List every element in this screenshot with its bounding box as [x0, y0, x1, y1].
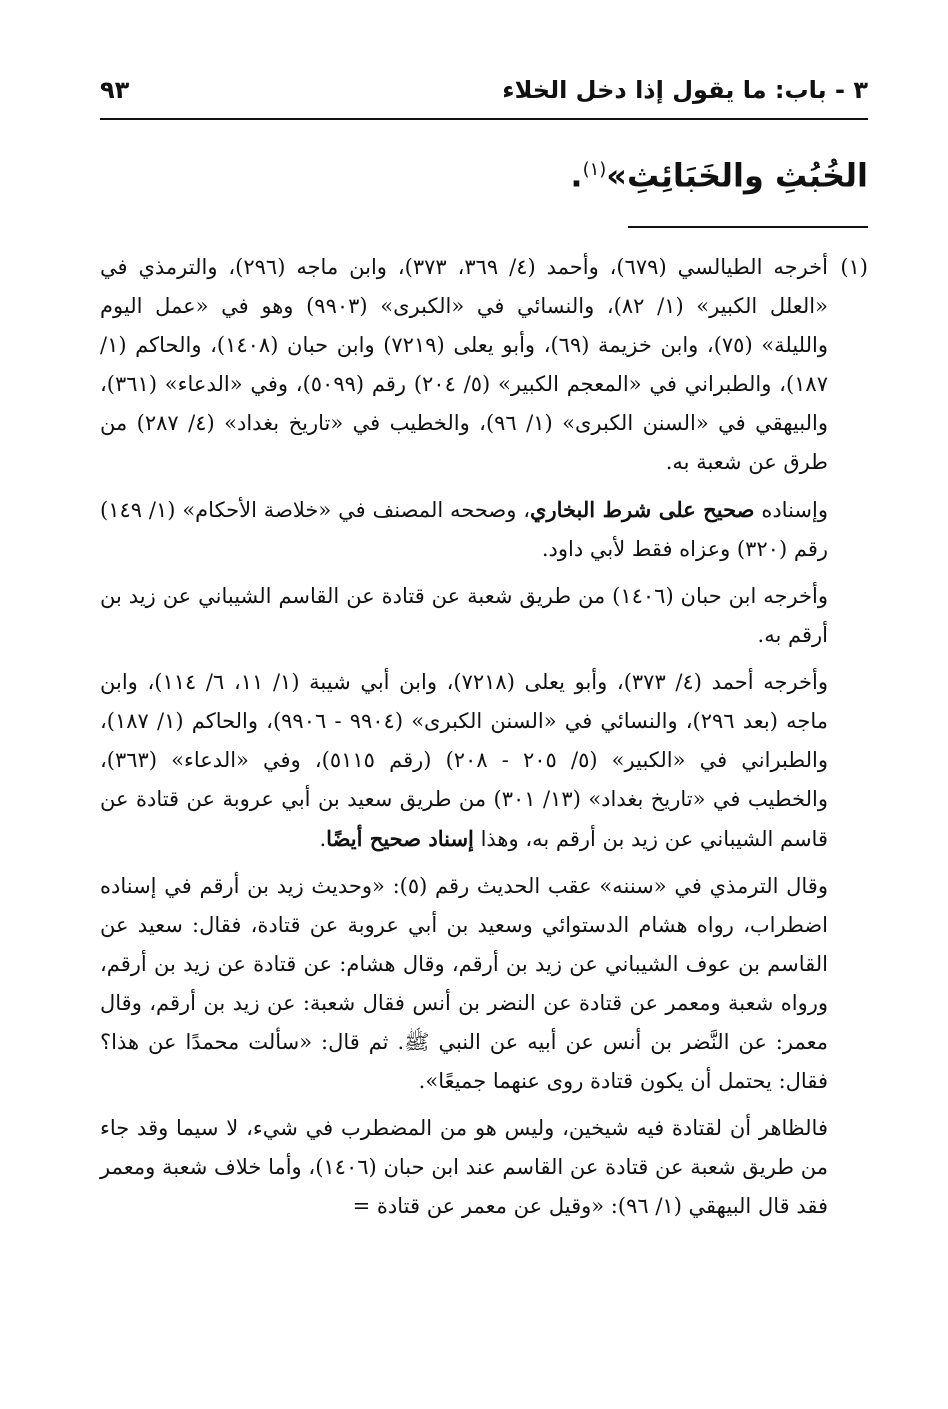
footnote-marker: (١) — [840, 255, 868, 279]
paragraph-2-start: وإسناده — [754, 498, 828, 522]
footnote-paragraph-2 — [100, 490, 828, 569]
page-number: ٩٣ — [100, 76, 130, 104]
paragraph-4-emphasis: إسناد صحيح أيضًا — [326, 826, 474, 851]
chapter-title: ٣ - باب: ما يقول إذا دخل الخلاء — [502, 76, 868, 104]
footnote-reference: (١) — [582, 159, 607, 180]
main-text-period: . — [570, 156, 583, 195]
footnote-paragraph-5: وقال الترمذي في «سننه» عقب الحديث رقم (٥): «وحديث زيد بن أرقم في إسناده اضطراب، رواه هشام الدستوائي وسعيد بن أبي عروبة عن قتادة، فقال: سعيد عن القاسم بن عوف الشيباني عن زيد بن أرقم، وقال هشام: عن قتادة عن زيد بن أرقم، ورواه شعبة ومعمر عن قتادة عن النضر بن أنس فقال شعبة: عن زيد بن أرقم، وقال معمر: عن النَّضر بن أنس عن أبيه عن النبي ﷺ. ثم قال: «سألت محمدًا عن هذا؟ فقال: يحتمل أن يكون قتادة روى عنهما جميعًا». — [100, 874, 828, 1093]
footnote-paragraph-3: وأخرجه ابن حبان (١٤٠٦) من طريق شعبة عن قتادة عن القاسم الشيباني عن زيد بن أرقم به. — [100, 584, 828, 647]
footnote-paragraph-1: أخرجه الطيالسي (٦٧٩)، وأحمد (٤/ ٣٦٩، ٣٧٣)، وابن ماجه (٢٩٦)، والترمذي في «العلل الكبير» (١/ ٨٢)، والنسائي في «الكبرى» (٩٩٠٣) وهو في «عمل اليوم والليلة» (٧٥)، وابن خزيمة (٦٩)، وأبو يعلى (٧٢١٩) وابن حبان (١٤٠٨)، والحاكم (١/ ١٨٧)، والطبراني في «المعجم الكبير» (٥/ ٢٠٤) رقم (٥٠٩٩)، وفي «الدعاء» (٣٦١)، والبيهقي في «السنن الكبرى» (١/ ٩٦)، والخطيب في «تاريخ بغداد» (٤/ ٢٨٧) من طرق عن شعبة به. — [100, 255, 828, 474]
footnote-block — [100, 248, 868, 1234]
running-head — [100, 70, 868, 110]
footnote-1 — [100, 248, 868, 1234]
footnote-paragraph-6: فالظاهر أن لقتادة فيه شيخين، وليس هو من المضطرب في شيء، لا سيما وقد جاء من طريق شعبة عن قتادة عن القاسم عند ابن حبان (١٤٠٦)، وأما خلاف شعبة ومعمر فقد قال البيهقي (١/ ٩٦): «وقيل عن معمر عن قتادة = — [100, 1116, 828, 1218]
footnote-separator — [628, 226, 868, 228]
paragraph-2-emphasis: صحيح على شرط البخاري — [530, 497, 755, 522]
footnote-body — [100, 248, 828, 1234]
main-text — [570, 140, 868, 206]
main-text-body: الخُبُثِ والخَبَائِثِ» — [606, 156, 868, 195]
paragraph-2-end: ، وصححه المصنف في «خلاصة الأحكام» (١/ ١٤٩) رقم (٣٢٠) وعزاه فقط لأبي داود. — [100, 498, 828, 561]
footnote-paragraph-4 — [100, 663, 828, 859]
header-rule — [100, 118, 868, 120]
paragraph-4-end: . — [319, 827, 327, 851]
paragraph-4-start: وأخرجه أحمد (٤/ ٣٧٣)، وأبو يعلى (٧٢١٨)، وابن أبي شيبة (١/ ١١، ٦/ ١١٤)، وابن ماجه (بعد ٢٩٦)، والنسائي في «السنن الكبرى» (٩٩٠٤ - ٩٩٠٦)، والحاكم (١/ ١٨٧)، والطبراني في «الكبير» (٥/ ٢٠٥ - ٢٠٨) (رقم ٥١١٥)، وفي «الدعاء» (٣٦٣)، والخطيب في «تاريخ بغداد» (١٣/ ٣٠١) من طريق سعيد بن أبي عروبة عن قتادة عن قاسم الشيباني عن زيد بن أرقم به، وهذا — [100, 670, 829, 851]
